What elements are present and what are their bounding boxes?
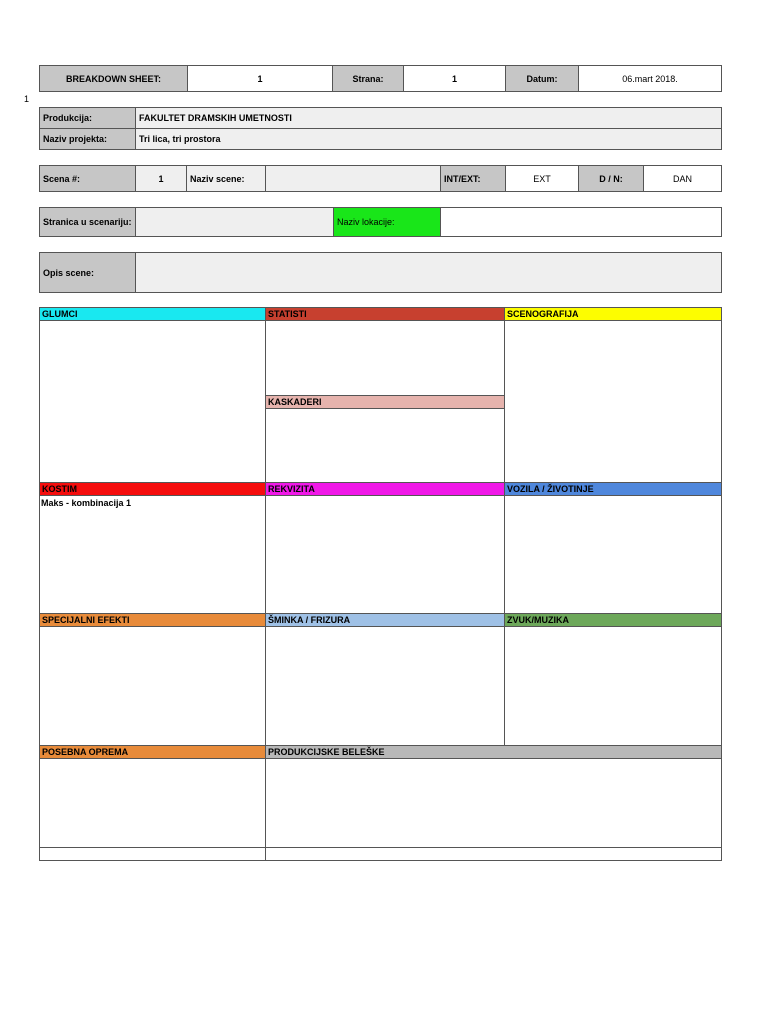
dn-label: D / N: <box>578 165 644 192</box>
page-marker: 1 <box>24 94 30 104</box>
dn-value[interactable]: DAN <box>643 165 722 192</box>
int-ext-label: INT/EXT: <box>440 165 506 192</box>
kaskaderi-header: KASKADERI <box>265 395 505 409</box>
rekvizita-header: REKVIZITA <box>265 482 505 496</box>
naziv-scene-value[interactable] <box>265 165 441 192</box>
naziv-lokacije-label: Naziv lokacije: <box>333 207 441 237</box>
kostim-header: KOSTIM <box>39 482 266 496</box>
produkcija-label: Produkcija: <box>39 107 136 129</box>
produkcija-value[interactable]: FAKULTET DRAMSKIH UMETNOSTI <box>135 107 722 129</box>
datum-label: Datum: <box>505 65 579 92</box>
breakdown-sheet-label: BREAKDOWN SHEET: <box>39 65 188 92</box>
opis-scene-label: Opis scene: <box>39 252 136 293</box>
glumci-header: GLUMCI <box>39 307 266 321</box>
sminka-area[interactable] <box>265 613 505 746</box>
kostim-note: Maks - kombinacija 1 <box>41 498 132 508</box>
int-ext-value[interactable]: EXT <box>505 165 579 192</box>
produkcijske-beleske-area[interactable] <box>265 745 722 861</box>
rekvizita-area[interactable] <box>265 482 505 614</box>
stranica-value[interactable] <box>135 207 334 237</box>
breakdown-sheet-value[interactable]: 1 <box>187 65 333 92</box>
scenografija-area[interactable] <box>504 307 722 483</box>
strana-value[interactable]: 1 <box>403 65 506 92</box>
scena-value[interactable]: 1 <box>135 165 187 192</box>
specijalni-efekti-area[interactable] <box>39 613 266 746</box>
naziv-scene-label: Naziv scene: <box>186 165 266 192</box>
scena-label: Scena #: <box>39 165 136 192</box>
produkcijske-beleske-header: PRODUKCIJSKE BELEŠKE <box>265 745 722 759</box>
scenografija-header: SCENOGRAFIJA <box>504 307 722 321</box>
specijalni-efekti-header: SPECIJALNI EFEKTI <box>39 613 266 627</box>
statisti-header: STATISTI <box>265 307 505 321</box>
vozila-area[interactable] <box>504 482 722 614</box>
glumci-area[interactable] <box>39 307 266 483</box>
vozila-header: VOZILA / ŽIVOTINJE <box>504 482 722 496</box>
stranica-label: Stranica u scenariju: <box>39 207 136 237</box>
naziv-projekta-value[interactable]: Tri lica, tri prostora <box>135 128 722 150</box>
zvuk-header: ZVUK/MUZIKA <box>504 613 722 627</box>
strana-label: Strana: <box>332 65 404 92</box>
sminka-header: ŠMINKA / FRIZURA <box>265 613 505 627</box>
bottom-divider <box>39 847 722 848</box>
zvuk-area[interactable] <box>504 613 722 746</box>
posebna-oprema-header: POSEBNA OPREMA <box>39 745 266 759</box>
naziv-lokacije-value[interactable] <box>440 207 722 237</box>
posebna-oprema-area[interactable] <box>39 745 266 861</box>
naziv-projekta-label: Naziv projekta: <box>39 128 136 150</box>
datum-value[interactable]: 06.mart 2018. <box>578 65 722 92</box>
opis-scene-value[interactable] <box>135 252 722 293</box>
